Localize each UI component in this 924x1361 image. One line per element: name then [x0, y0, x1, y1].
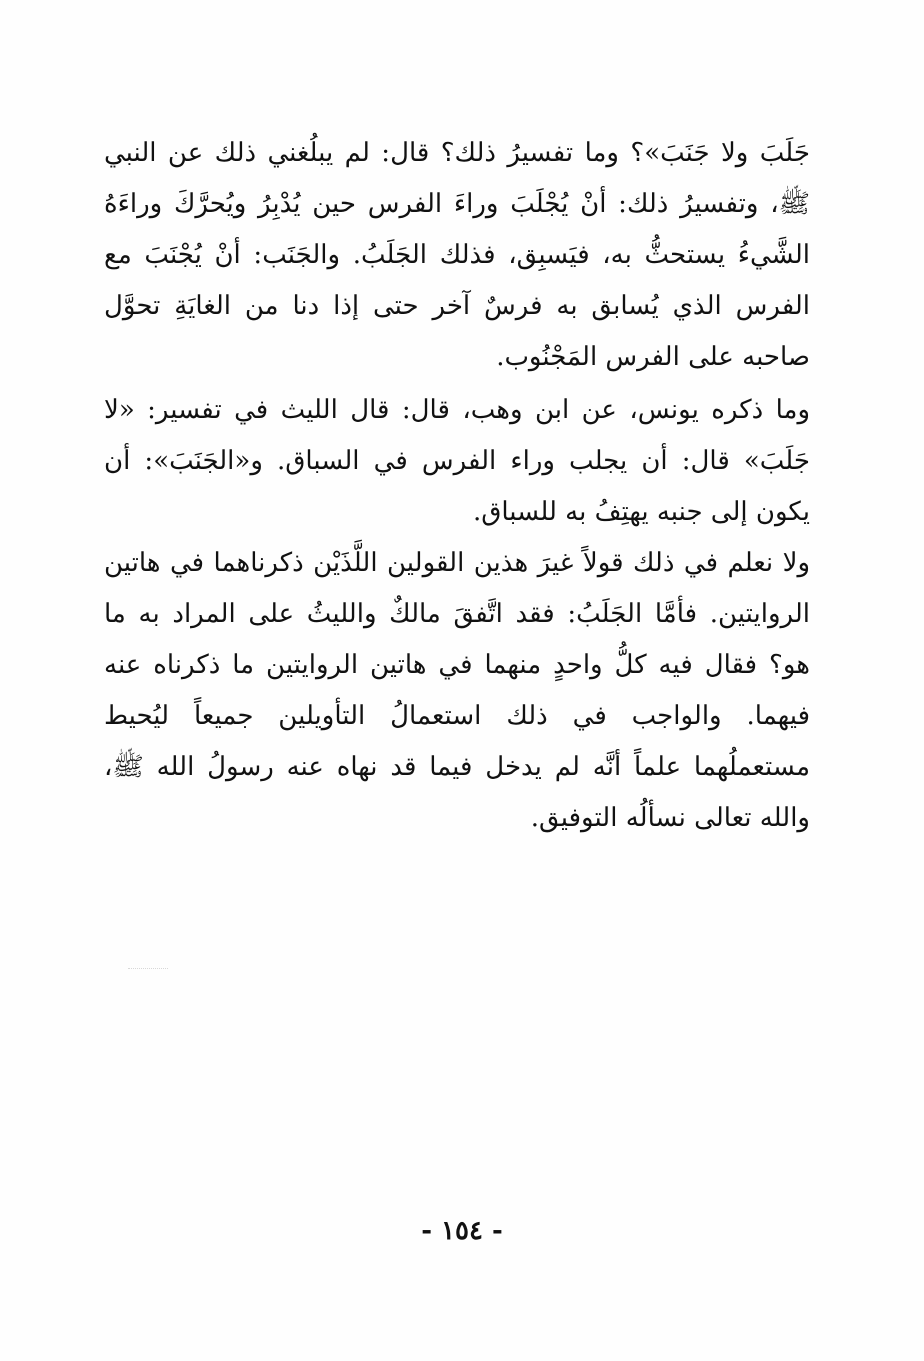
paragraph-text: جَلَبَ ولا جَنَبَ»؟ وما تفسيرُ ذلك؟ قال: لم يبلُغني ذلك عن النبي ﷺ، وتفسيرُ ذلك: أنْ يُجْلَبَ وراءَ الفرس حين يُدْبِرُ ويُحرَّكَ وراءَهُ الشَّيءُ يستحثُّ به، فيَسبِق، فذلك الجَلَبُ. والجَنَب: أنْ يُجْنَبَ مع الفرس الذي يُسابق به فرسٌ آخر حتى إذا دنا من الغايَةِ تحوَّل صاحبه على الفرس المَجْنُوب. — [104, 138, 810, 372]
paragraph-3 — [104, 538, 810, 844]
scan-artifact — [128, 968, 168, 971]
page-number: - ١٥٤ - — [421, 1216, 503, 1246]
paragraph-1 — [104, 128, 810, 383]
paragraph-2 — [104, 385, 810, 538]
paragraph-text: ولا نعلم في ذلك قولاً غيرَ هذين القولين اللَّذَيْن ذكرناهما في هاتين الروايتين. فأمَّا الجَلَبُ: فقد اتَّفقَ مالكٌ والليثُ على المراد به ما هو؟ فقال فيه كلُّ واحدٍ منهما في هاتين الروايتين ما ذكرناه عنه فيهما. والواجب في ذلك استعمالُ التأويلين جميعاً ليُحيط مستعملُهما علماً أنَّه لم يدخل فيما قد نهاه عنه رسولُ الله ﷺ، والله تعالى نسألُه التوفيق. — [104, 548, 810, 833]
paragraph-text: وما ذكره يونس، عن ابن وهب، قال: قال الليث في تفسير: «لا جَلَبَ» قال: أن يجلب وراء الفرس في السباق. و«الجَنَبَ»: أن يكون إلى جنبه يهتِفُ به للسباق. — [104, 395, 810, 527]
